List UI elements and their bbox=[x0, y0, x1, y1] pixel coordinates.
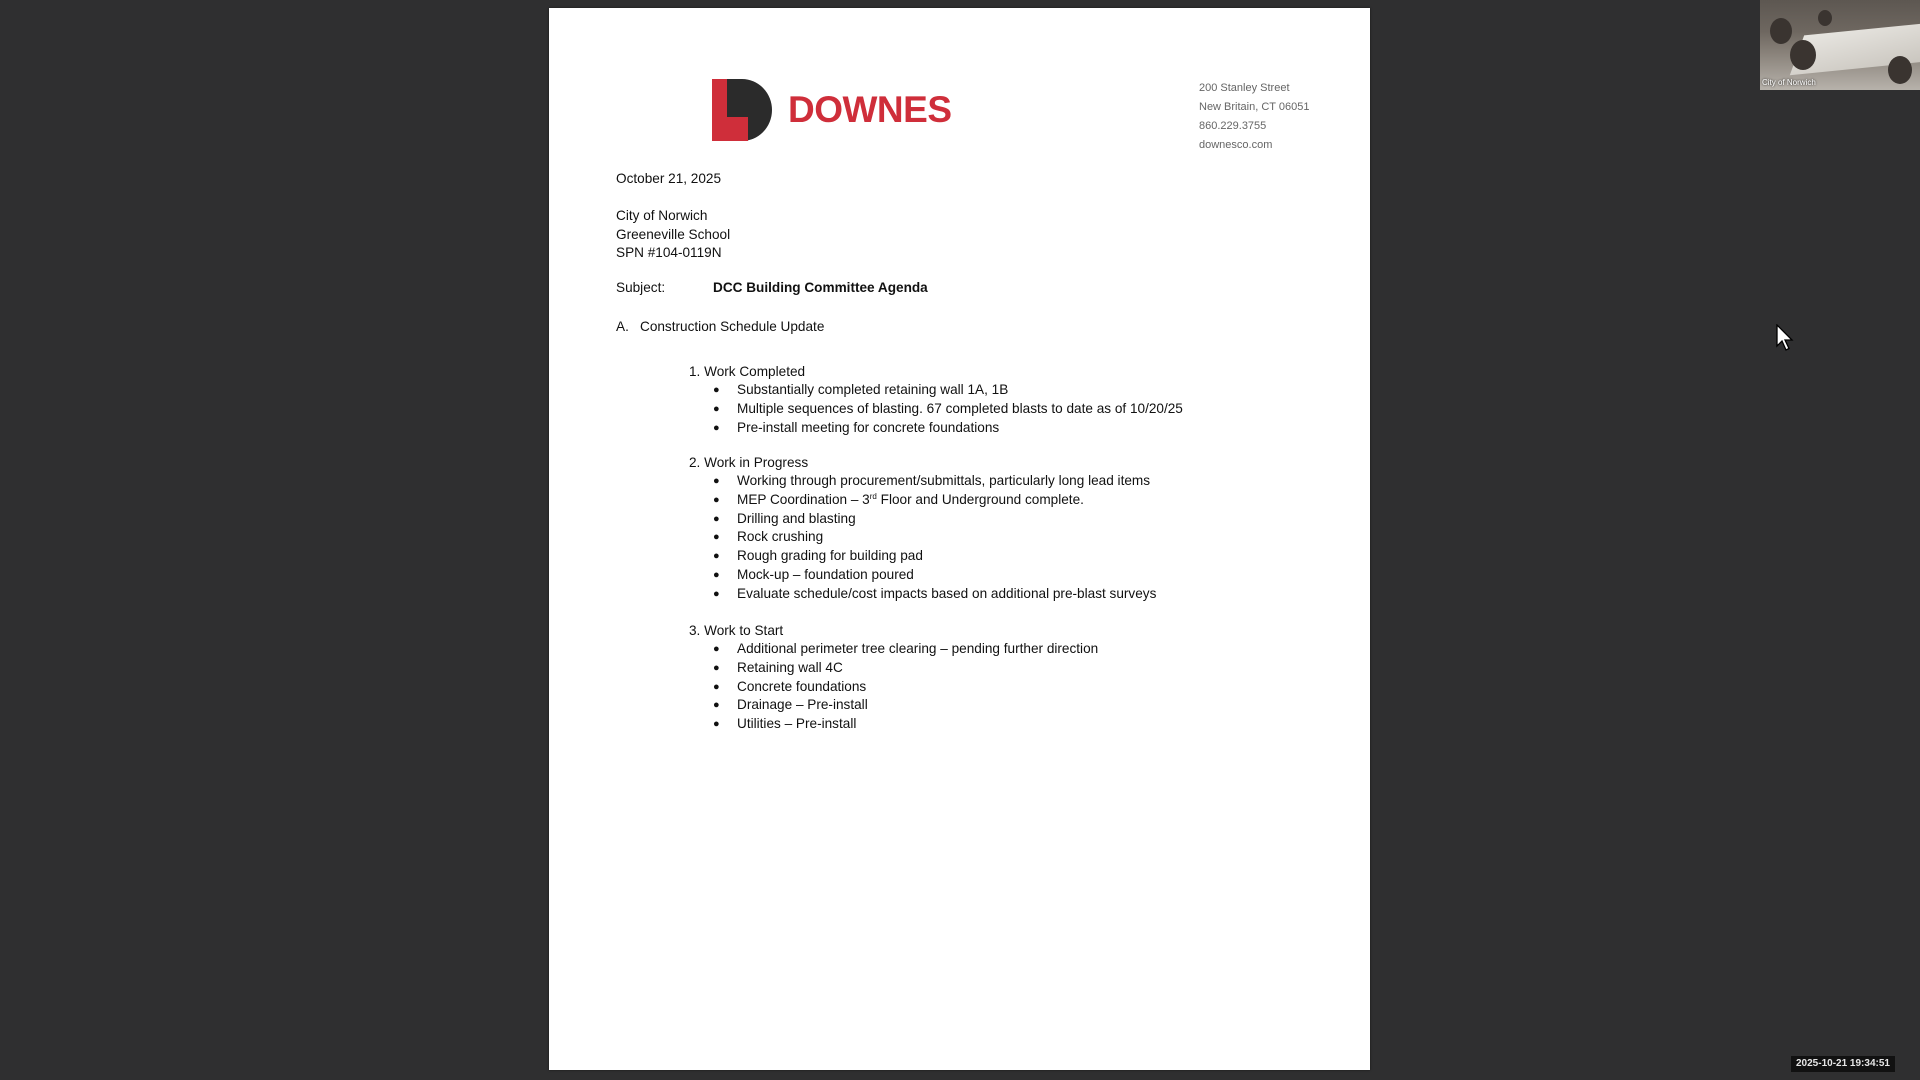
list-item: ● Rock crushing bbox=[713, 529, 824, 545]
list-item: ● Additional perimeter tree clearing – pending further direction bbox=[713, 641, 1099, 656]
address-street: 200 Stanley Street bbox=[1199, 82, 1290, 94]
logo-wordmark: DOWNES bbox=[788, 89, 952, 130]
mouse-cursor-icon bbox=[1776, 324, 1794, 352]
list-item: ● Drainage – Pre-install bbox=[713, 697, 868, 713]
list-item: ● Substantially completed retaining wall 1A, 1B bbox=[713, 382, 1009, 397]
list-item: ● Utilities – Pre-install bbox=[713, 716, 857, 732]
address-phone: 860.229.3755 bbox=[1199, 120, 1267, 132]
list-item: ● Retaining wall 4C bbox=[713, 659, 843, 675]
document-page bbox=[549, 8, 1370, 1070]
recipient-line: City of Norwich bbox=[616, 208, 708, 223]
address-city: New Britain, CT 06051 bbox=[1199, 101, 1310, 113]
recipient-line: SPN #104-0119N bbox=[616, 245, 722, 260]
list-item: ● Multiple sequences of blasting. 67 completed blasts to date as of 10/20/25 bbox=[713, 400, 1183, 416]
participant-figure bbox=[1770, 18, 1792, 44]
company-address bbox=[1199, 79, 1309, 155]
recipient-line: Greeneville School bbox=[616, 226, 731, 242]
participant-figure bbox=[1818, 10, 1832, 26]
group-title: 3. Work to Start bbox=[689, 623, 784, 638]
list-item: ● Rough grading for building pad bbox=[713, 548, 923, 564]
list-item: ● Working through procurement/submittals, particularly long lead items bbox=[713, 473, 1151, 488]
participant-name-label: City of Norwich bbox=[1762, 78, 1816, 87]
section-title: Construction Schedule Update bbox=[640, 319, 825, 334]
participant-figure bbox=[1888, 56, 1912, 84]
participant-figure bbox=[1790, 40, 1816, 70]
work-to-start-group bbox=[689, 621, 1309, 734]
participant-video-thumbnail[interactable] bbox=[1760, 0, 1920, 90]
company-logo bbox=[712, 77, 1012, 147]
list-item: ● Evaluate schedule/cost impacts based on additional pre-blast surveys bbox=[713, 585, 1157, 601]
list-item: ● Drilling and blasting bbox=[713, 510, 856, 526]
work-completed-group bbox=[689, 362, 1309, 437]
letter-date: October 21, 2025 bbox=[616, 171, 722, 186]
subject-label: Subject: bbox=[616, 280, 666, 295]
recording-timestamp: 2025-10-21 19:34:51 bbox=[1791, 1056, 1895, 1072]
work-in-progress-group bbox=[689, 453, 1309, 604]
list-item: ● Pre-install meeting for concrete foundations bbox=[713, 419, 1000, 435]
list-item: ● Mock-up – foundation poured bbox=[713, 566, 914, 582]
section-heading bbox=[616, 319, 824, 334]
group-title: 2. Work in Progress bbox=[689, 455, 809, 470]
section-letter: A. bbox=[616, 319, 629, 334]
recipient-block bbox=[616, 207, 730, 263]
group-title: 1. Work Completed bbox=[689, 364, 806, 379]
list-item: ● MEP Coordination – 3rd Floor and Underground complete. bbox=[713, 491, 1084, 507]
downes-logo-mark bbox=[712, 77, 772, 143]
subject-value: DCC Building Committee Agenda bbox=[713, 280, 928, 295]
address-website: downesco.com bbox=[1199, 139, 1273, 151]
list-item: ● Concrete foundations bbox=[713, 678, 867, 694]
